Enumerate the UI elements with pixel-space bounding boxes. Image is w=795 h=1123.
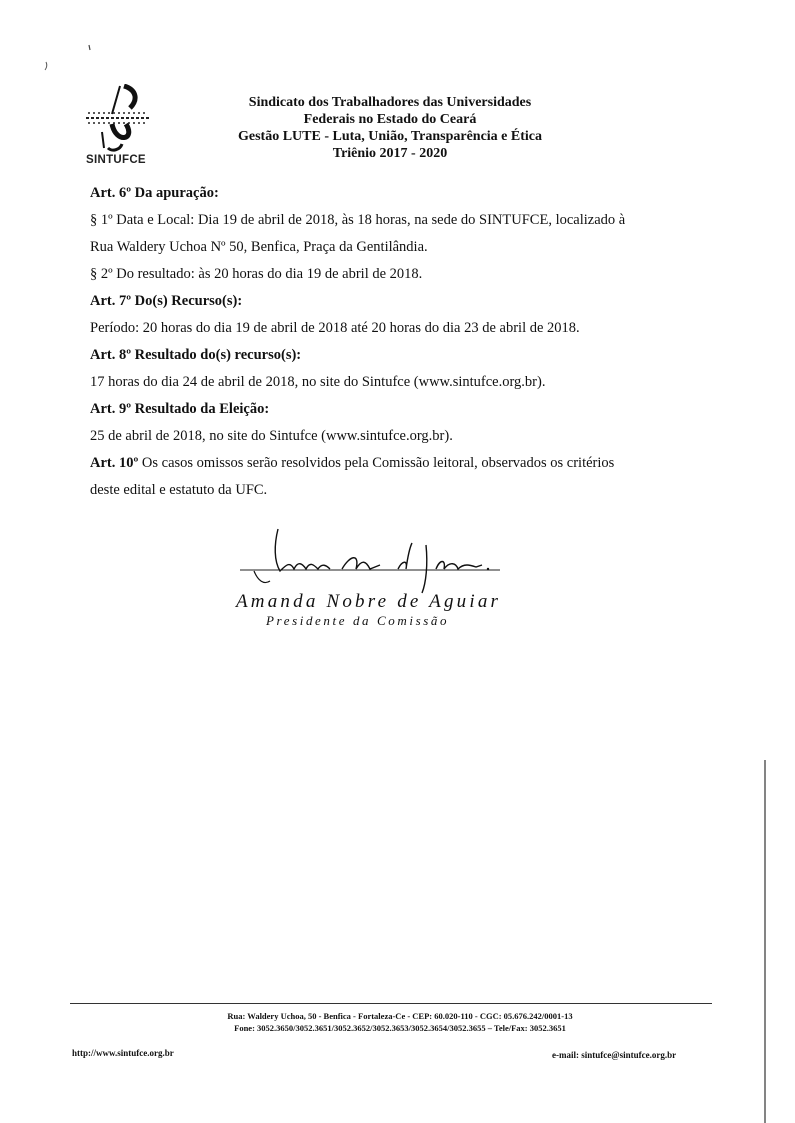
art9-text: 25 de abril de 2018, no site do Sintufce (www.sintufce.org.br). xyxy=(90,428,453,444)
art8-text: 17 horas do dia 24 de abril de 2018, no site do Sintufce (www.sintufce.org.br). xyxy=(90,374,546,390)
art6-paragraph-1-line-2: Rua Waldery Uchoa Nº 50, Benfica, Praça da Gentilândia. xyxy=(90,239,428,255)
scan-mark xyxy=(40,40,100,80)
header-line-4: Triênio 2017 - 2020 xyxy=(332,146,448,161)
header-line-3: Gestão LUTE - Luta, União, Transparência e Ética xyxy=(238,129,542,144)
signature-block xyxy=(230,525,540,635)
header-line-2: Federais no Estado do Ceará xyxy=(303,112,477,127)
art10-line-2: deste edital e estatuto da UFC. xyxy=(90,482,268,498)
art10-line-1 xyxy=(90,455,614,472)
footer-address-block xyxy=(150,1010,650,1034)
signatory-title: Presidente da Comissão xyxy=(266,613,450,628)
footer-phones: Fone: 3052.3650/3052.3651/3052.3652/3052.3653/3052.3654/3052.3655 – Tele/Fax: 3052.3651 xyxy=(234,1023,566,1033)
art6-heading: Art. 6º Da apuração: xyxy=(90,185,219,201)
footer-divider xyxy=(70,1003,712,1004)
art10-label: Art. 10º xyxy=(90,455,139,471)
art6-paragraph-2: § 2º Do resultado: às 20 horas do dia 19 de abril de 2018. xyxy=(90,266,423,282)
footer-website-link[interactable]: http://www.sintufce.org.br xyxy=(72,1048,174,1058)
letterhead xyxy=(190,94,590,162)
art10-text: Os casos omissos serão resolvidos pela Comissão leitoral, observados os critérios xyxy=(138,455,615,471)
art9-heading: Art. 9º Resultado da Eleição: xyxy=(90,401,270,417)
scan-edge-mark xyxy=(760,760,770,1123)
header-line-1: Sindicato dos Trabalhadores das Universidades xyxy=(248,95,532,110)
footer-email-link[interactable]: e-mail: sintufce@sintufce.org.br xyxy=(552,1050,677,1060)
art6-paragraph-1-line-1: § 1º Data e Local: Dia 19 de abril de 2018, às 18 horas, na sede do SINTUFCE, localizado à xyxy=(90,212,626,228)
art7-heading: Art. 7º Do(s) Recurso(s): xyxy=(90,293,243,309)
sintufce-emblem-icon xyxy=(82,84,154,154)
signatory-name: Amanda Nobre de Aguiar xyxy=(236,591,502,612)
art8-heading: Art. 8º Resultado do(s) recurso(s): xyxy=(90,347,302,363)
sintufce-logo xyxy=(80,84,160,169)
footer-address: Rua: Waldery Uchoa, 50 - Benfica - Fortaleza-Ce - CEP: 60.020-110 - CGC: 05.676.242/0001-13 xyxy=(227,1011,573,1021)
handwritten-signature xyxy=(230,525,540,595)
art7-text: Período: 20 horas do dia 19 de abril de 2018 até 20 horas do dia 23 de abril de 2018. xyxy=(90,320,580,336)
logo-text: SINTUFCE xyxy=(86,154,146,166)
